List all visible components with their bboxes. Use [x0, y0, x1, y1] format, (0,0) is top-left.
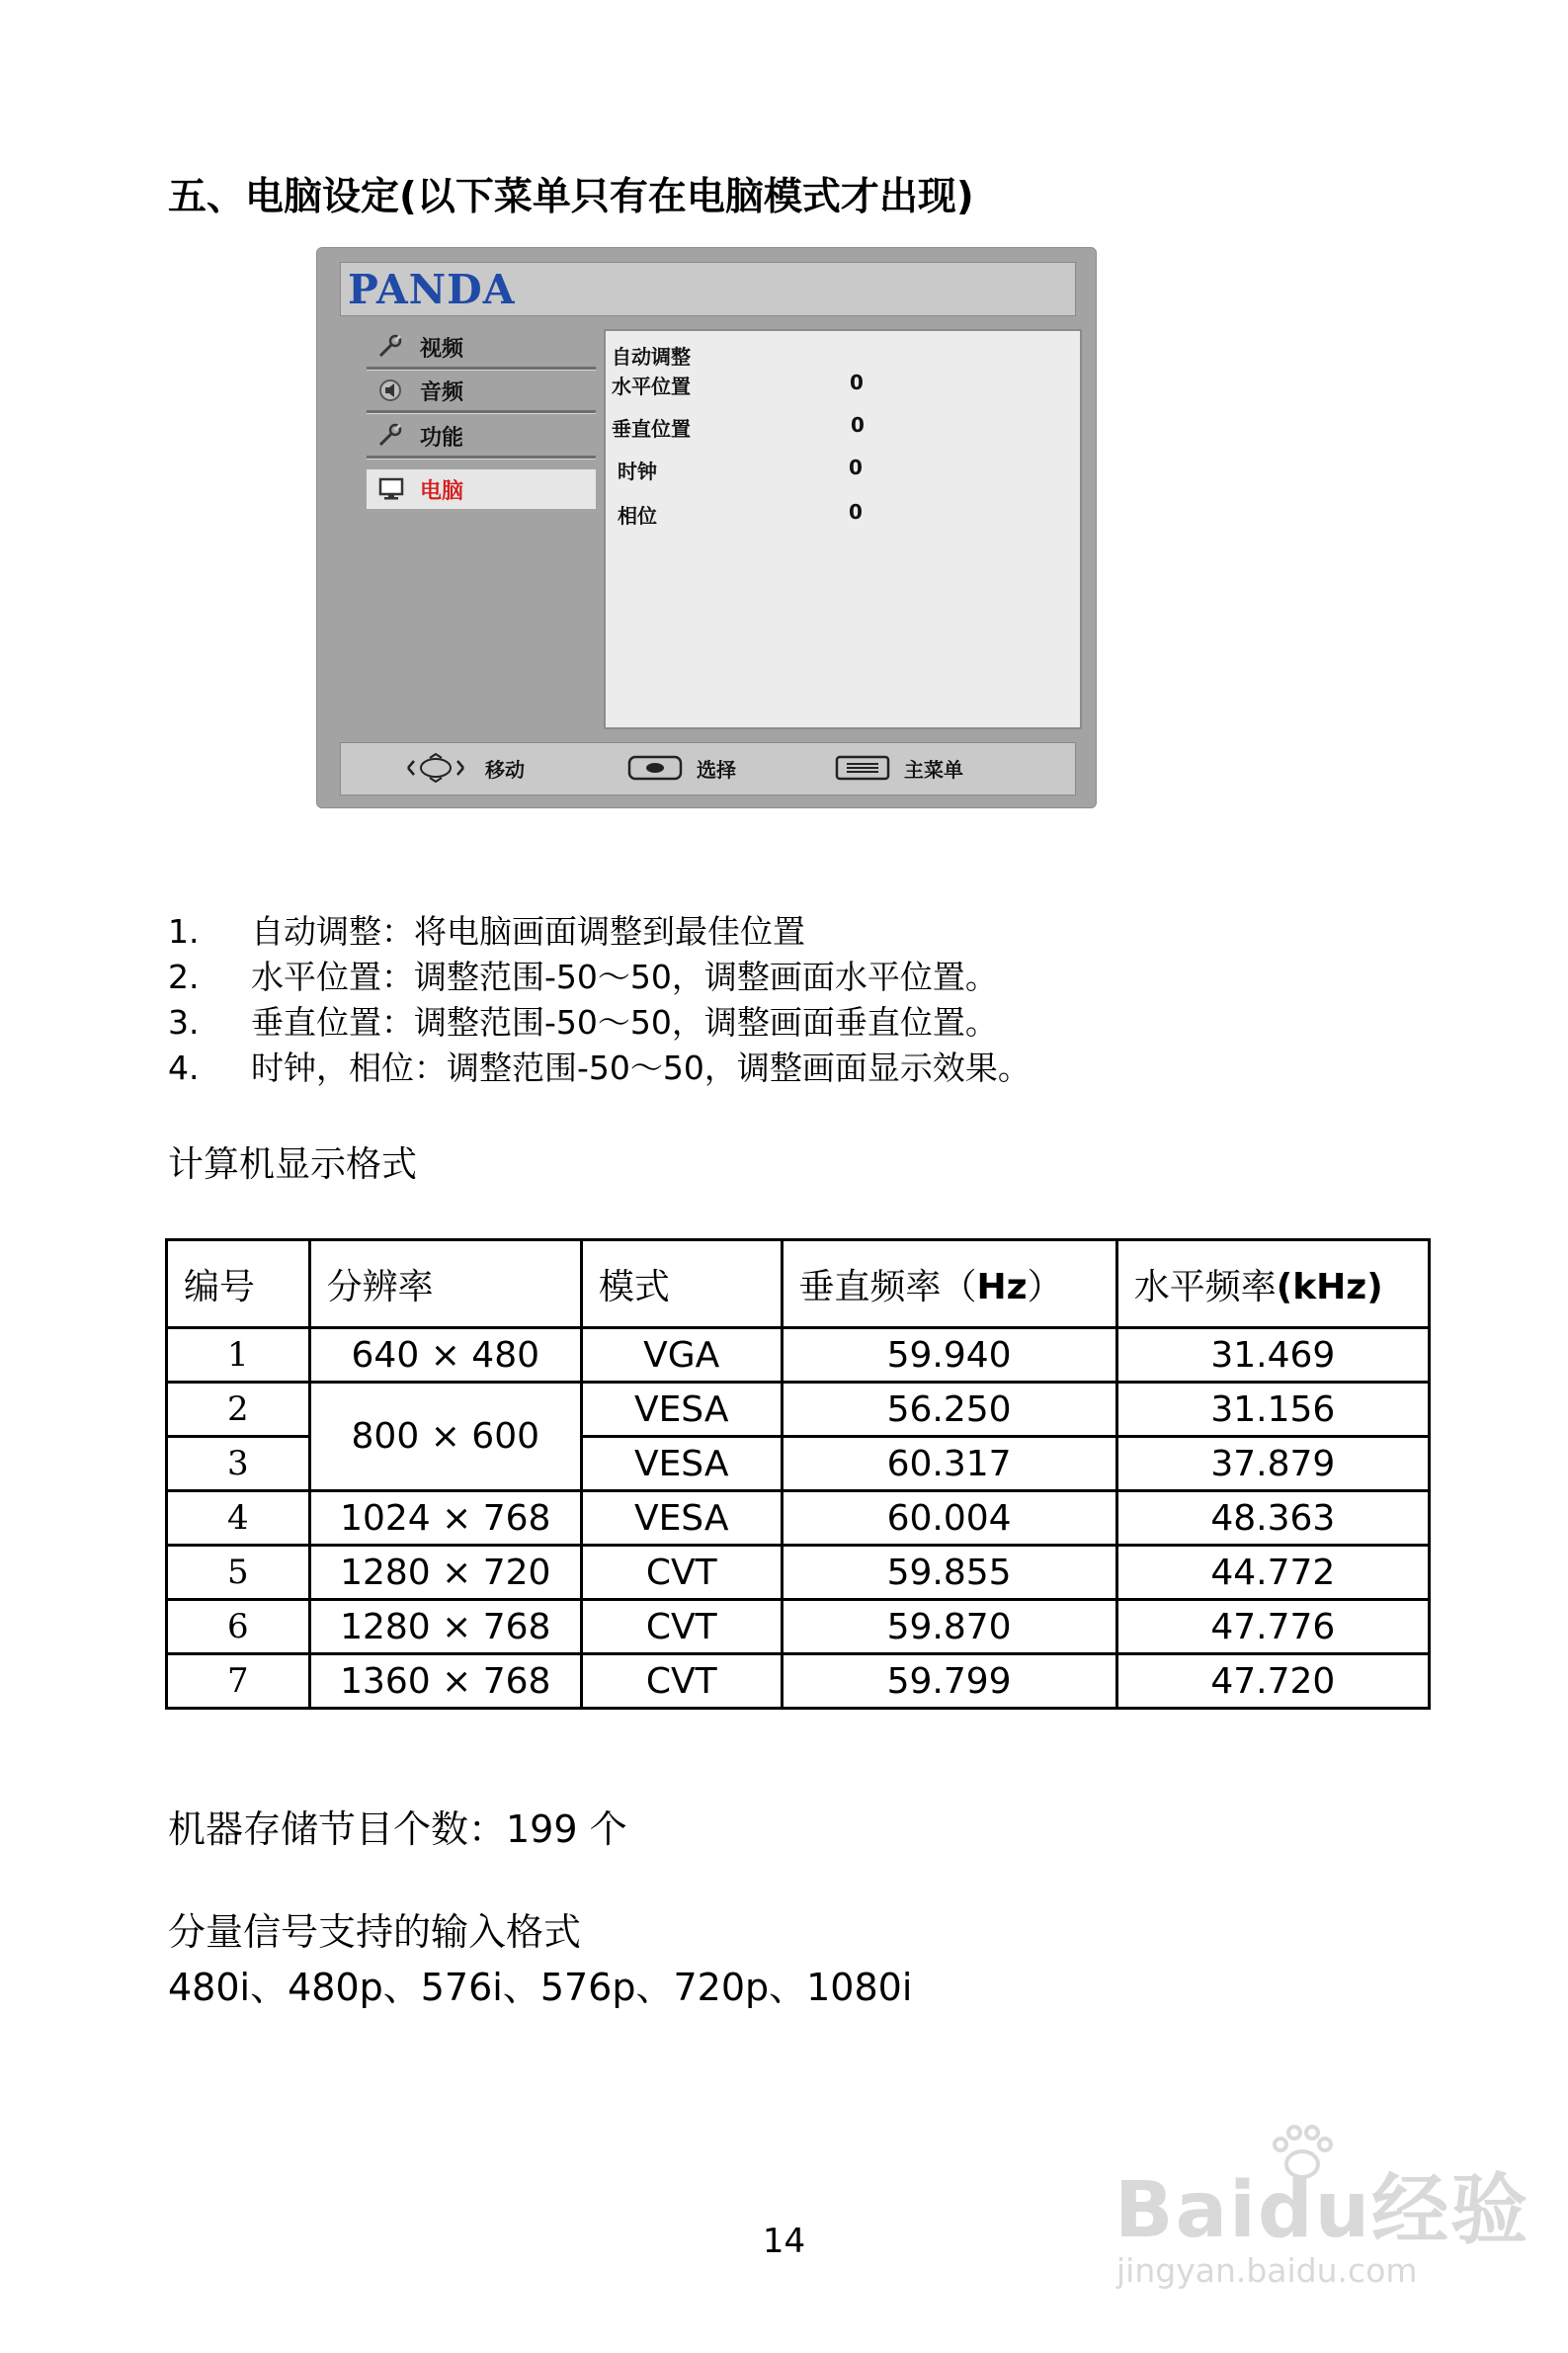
cell-hfreq: 31.156 [1116, 1383, 1429, 1437]
cell-hfreq: 47.776 [1116, 1600, 1429, 1654]
cell-resolution: 1024 × 768 [309, 1491, 581, 1546]
list-item [168, 909, 1031, 955]
header-mode: 模式 [581, 1240, 782, 1328]
table-row [167, 1383, 1430, 1437]
display-format-table [165, 1238, 1431, 1710]
osd-separator [367, 367, 596, 371]
cell-number: 5 [167, 1546, 310, 1600]
list-number: 4. [168, 1049, 200, 1087]
storage-count: 机器存储节目个数：199 个 [168, 1807, 627, 1851]
cell-number: 1 [167, 1328, 310, 1383]
cell-mode: VESA [581, 1491, 782, 1546]
osd-footer [340, 742, 1076, 796]
table-title: 计算机显示格式 [168, 1144, 418, 1185]
table-row [167, 1654, 1430, 1709]
monitor-icon [374, 476, 408, 502]
cell-number: 4 [167, 1491, 310, 1546]
cell-number: 7 [167, 1654, 310, 1709]
osd-menu-label: 功能 [420, 425, 464, 451]
cell-hfreq: 47.720 [1116, 1654, 1429, 1709]
osd-separator [367, 410, 596, 414]
arrow-keys-icon [400, 753, 471, 783]
h-position-value: 0 [850, 371, 864, 394]
osd-menu-label: 电脑 [420, 478, 464, 504]
osd-settings-panel [604, 329, 1082, 729]
cell-resolution: 800 × 600 [309, 1383, 581, 1491]
cell-resolution: 640 × 480 [309, 1328, 581, 1383]
page-number: 14 [762, 2222, 806, 2261]
header-vertical-frequency: 垂直频率（Hz） [782, 1240, 1116, 1328]
cell-vfreq: 59.799 [782, 1654, 1116, 1709]
table-header-row [167, 1240, 1430, 1328]
table-row [167, 1328, 1430, 1383]
cell-mode: VESA [581, 1437, 782, 1491]
osd-header [340, 262, 1076, 316]
list-text: 垂直位置：调整范围-50～50，调整画面垂直位置。 [251, 1003, 998, 1042]
component-formats-title: 分量信号支持的输入格式 [168, 1910, 582, 1954]
cell-resolution: 1360 × 768 [309, 1654, 581, 1709]
v-position-value: 0 [851, 413, 865, 437]
osd-menu-item-audio[interactable] [367, 373, 596, 408]
header-resolution: 分辨率 [309, 1240, 581, 1328]
clock-label[interactable]: 时钟 [618, 460, 657, 483]
list-item [168, 1046, 1031, 1091]
watermark-url: jingyan.baidu.com [1116, 2251, 1418, 2290]
h-position-label[interactable]: 水平位置 [612, 375, 691, 398]
menu-icon [835, 753, 890, 783]
auto-adjust-item[interactable]: 自动调整 [612, 345, 691, 369]
list-number: 1. [168, 912, 200, 951]
wrench-icon [374, 423, 408, 449]
speaker-icon [374, 378, 408, 403]
cell-number: 6 [167, 1600, 310, 1654]
wrench-icon [374, 334, 408, 360]
table-row [167, 1546, 1430, 1600]
list-number: 2. [168, 958, 200, 996]
cell-number: 3 [167, 1437, 310, 1491]
feature-list [168, 909, 1031, 1091]
cell-number: 2 [167, 1383, 310, 1437]
osd-menu-item-function[interactable] [367, 418, 596, 454]
footer-move-label: 移动 [485, 757, 525, 782]
list-text: 水平位置：调整范围-50～50，调整画面水平位置。 [251, 958, 998, 996]
footer-select [627, 753, 736, 783]
list-number: 3. [168, 1003, 200, 1042]
phase-label[interactable]: 相位 [618, 504, 657, 528]
cell-vfreq: 59.855 [782, 1546, 1116, 1600]
cell-vfreq: 60.317 [782, 1437, 1116, 1491]
list-text: 自动调整：将电脑画面调整到最佳位置 [251, 912, 805, 951]
cell-vfreq: 60.004 [782, 1491, 1116, 1546]
header-horizontal-frequency: 水平频率(kHz) [1116, 1240, 1429, 1328]
header-number: 编号 [167, 1240, 310, 1328]
cell-mode: CVT [581, 1600, 782, 1654]
osd-menu-label: 音频 [420, 379, 464, 405]
list-item [168, 1000, 1031, 1046]
cell-mode: CVT [581, 1654, 782, 1709]
table-row [167, 1600, 1430, 1654]
section-title: 五、电脑设定(以下菜单只有在电脑模式才出现) [168, 175, 974, 219]
osd-menu-item-video[interactable] [367, 329, 596, 365]
footer-move [400, 753, 525, 783]
brand-logo: PANDA [348, 266, 516, 313]
footer-main-menu [835, 753, 963, 783]
cell-vfreq: 59.870 [782, 1600, 1116, 1654]
ok-button-icon [627, 753, 683, 783]
table-row [167, 1491, 1430, 1546]
footer-select-label: 选择 [697, 757, 736, 782]
component-formats-list: 480i、480p、576i、576p、720p、1080i [168, 1966, 913, 2009]
cell-mode: VESA [581, 1383, 782, 1437]
watermark-logo-text: Baidu经验 [1114, 2166, 1530, 2255]
cell-resolution: 1280 × 768 [309, 1600, 581, 1654]
osd-menu-item-pc[interactable] [367, 469, 596, 509]
watermark [1114, 2123, 1530, 2301]
cell-vfreq: 59.940 [782, 1328, 1116, 1383]
cell-resolution: 1280 × 720 [309, 1546, 581, 1600]
clock-value: 0 [849, 456, 863, 479]
osd-menu-label: 视频 [420, 336, 464, 362]
cell-hfreq: 48.363 [1116, 1491, 1429, 1546]
list-item [168, 955, 1031, 1000]
cell-mode: VGA [581, 1328, 782, 1383]
cell-vfreq: 56.250 [782, 1383, 1116, 1437]
cell-hfreq: 44.772 [1116, 1546, 1429, 1600]
cell-hfreq: 31.469 [1116, 1328, 1429, 1383]
cell-mode: CVT [581, 1546, 782, 1600]
osd-separator [367, 456, 596, 460]
footer-main-menu-label: 主菜单 [904, 757, 963, 782]
list-text: 时钟，相位：调整范围-50～50，调整画面显示效果。 [251, 1049, 1031, 1087]
osd-menu-screenshot [316, 247, 1097, 808]
v-position-label[interactable]: 垂直位置 [612, 417, 691, 441]
cell-hfreq: 37.879 [1116, 1437, 1429, 1491]
phase-value: 0 [849, 500, 863, 524]
